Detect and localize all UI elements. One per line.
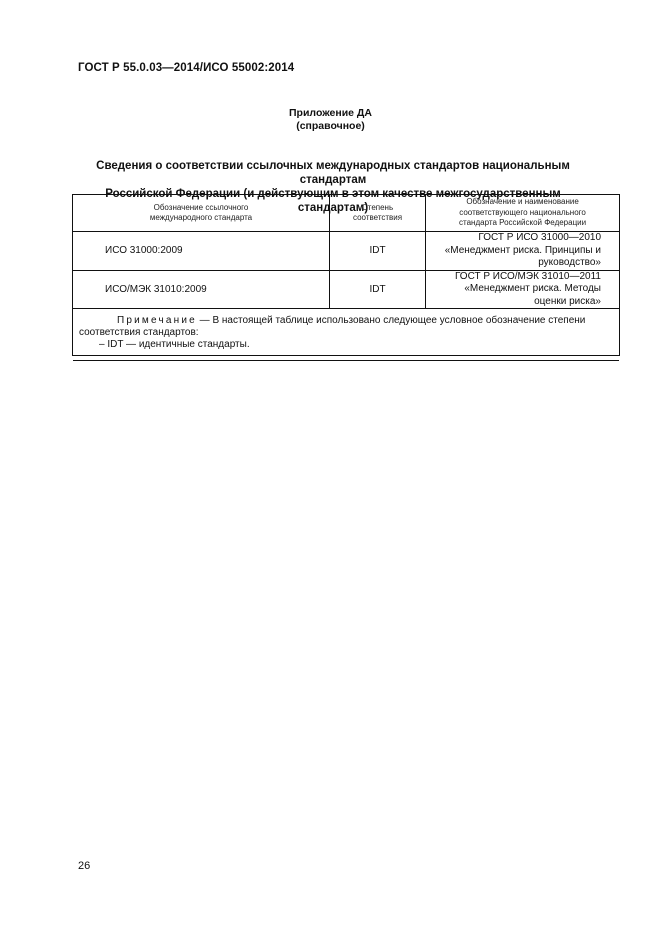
note-text: — В настоящей таблице использовано следующее условное обозначение степени [196, 315, 586, 326]
header-text: Обозначение и наименование [466, 197, 579, 207]
header-text: международного стандарта [149, 213, 253, 222]
national-line: оценки риска» [534, 295, 601, 307]
annex-title-line-1: Сведения о соответствии ссылочных международных стандартов национальным стандартам [96, 160, 570, 186]
annex-label: Приложение ДА [289, 107, 372, 119]
header-text: Степень [361, 202, 394, 212]
table-row [73, 232, 619, 271]
document-code: ГОСТ Р 55.0.03—2014/ИСО 55002:2014 [78, 62, 295, 74]
header-text: стандарта Российской Федерации [459, 218, 587, 228]
table-note [73, 309, 619, 361]
cell-national-standard [426, 270, 619, 309]
national-line: ГОСТ Р ИСО 31000—2010 [478, 232, 601, 243]
national-line: руководство» [538, 257, 601, 268]
cell-degree: IDT [329, 232, 425, 271]
cell-national-standard [426, 232, 619, 271]
note-first-line [79, 315, 613, 327]
cell-international-standard: ИСО/МЭК 31010:2009 [73, 270, 329, 309]
header-text: Обозначение ссылочного [153, 202, 249, 212]
note-list-item: – IDT — идентичные стандарты. [99, 339, 250, 350]
national-line: «Менеджмент риска. Методы [464, 283, 601, 294]
page-number: 26 [78, 860, 91, 872]
correspondence-table-grid [73, 195, 619, 361]
table-row [73, 270, 619, 309]
national-line: ГОСТ Р ИСО/МЭК 31010—2011 [454, 270, 601, 282]
table-note-row [73, 309, 619, 361]
annex-title-line-2: Российской Федерации (и действующим в этом качестве межгосударственным стандартам) [105, 188, 561, 214]
annex-type: (справочное) [296, 120, 365, 132]
annex-heading [0, 107, 661, 133]
cell-degree: IDT [329, 270, 425, 309]
header-text: соответствующего национального [459, 207, 586, 217]
note-label: Примечание [117, 315, 197, 326]
table-header-row [73, 195, 619, 232]
cell-international-standard: ИСО 31000:2009 [73, 232, 329, 271]
header-degree [329, 195, 425, 232]
correspondence-table [72, 194, 620, 356]
national-line: «Менеджмент риска. Принципы и [444, 244, 601, 256]
header-national-standard [426, 195, 619, 232]
header-text: соответствия [353, 213, 403, 222]
note-second-line: соответствия стандартов: [79, 327, 199, 338]
header-international-standard [73, 195, 329, 232]
